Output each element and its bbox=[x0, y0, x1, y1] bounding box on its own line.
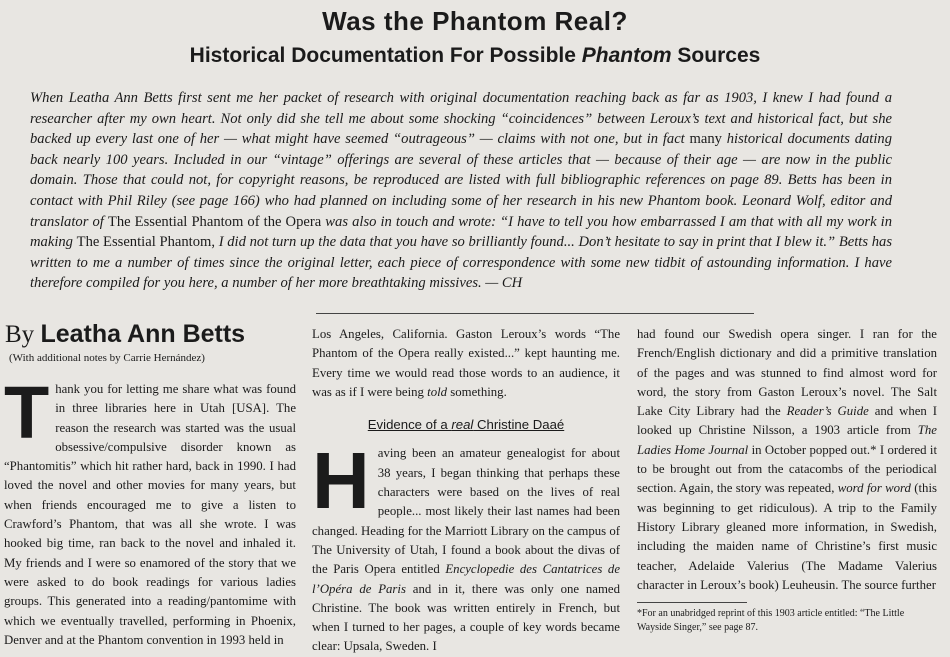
column-3-text-c: in October popped out.* I ordered it to be brought out from the catacombs of the periodical section. Again, the story was repeated, bbox=[637, 442, 938, 496]
column-2-lead-em: told bbox=[427, 384, 448, 399]
column-2-lead-b: something. bbox=[447, 384, 507, 399]
intro-part-2: historical documents dating back nearly 100 years. Included in our “vintage” offerings are several of these articles that — because of their age — are now in the public domain. Those that could not, for copyright reasons, be reproduced are listed with full bibliographic references on page 89. Betts has been in contact with Phil Riley (see page 166) who had planned on including some of her research in his new Phantom book. Leonard Wolf, editor and translator of bbox=[30, 131, 892, 230]
column-1-text: hank you for letting me share what was found in three libraries here in Utah [USA]. The reason the research was started was the usual obsessive/compulsive disorder known as “Phantomitis” which hit rather hard, back in 1990. I had loved the novel and other movies for many years, but when friends encouraged me to give a listen to Crawford’s Phantom, that was all she wrote. I was hooked big time, ran back to the novel and inhaled it. My friends and I were so enamored of the story that we were asked to do book readings for various ladies groups. This generated into a reading/pantomime with which we eventually travelled, performing in Phoenix, Denver and at the Phantom convention in 1993 held in bbox=[4, 382, 296, 647]
column-3-text-a: had found our Swedish opera singer. I ran for the French/English dictionary and did a primitive translation of the pages and was stunned to find almost word for word, the story from Gaston Leroux’s novel. The Salt Lake City Library had the bbox=[637, 327, 937, 419]
intro-part-4: I did not turn up the data that you have so brilliantly found... Don’t hesitate to say in print that I blew it.” Betts has written to me a number of times since the original letter, each piece of correspondence with some new tidbit of astounding information. I have therefore compiled for you here, a number of her more breathtaking missives. — CH bbox=[30, 234, 892, 292]
article-column-1 bbox=[4, 371, 296, 650]
author-byline bbox=[5, 320, 245, 349]
column-2-text-a: aving been an amateur genealogist for about 38 years, I began thinking that perhaps these characters were based on the lives of real people... most likely their last names had been changed. Heading for the Marriott Library on the campus of The University of Utah, I found a book about the divas of the Paris Opera entitled bbox=[312, 446, 620, 577]
intro-roman-word: many bbox=[689, 131, 722, 148]
column-3-em-2: The Ladies Home Journal bbox=[637, 423, 937, 457]
drop-cap-t: T bbox=[4, 371, 50, 454]
section-heading-pre: Evidence of a bbox=[367, 417, 452, 433]
column-3-em-1: Reader’s Guide bbox=[786, 404, 869, 419]
byline-by: By bbox=[5, 321, 41, 348]
subtitle-text-start: Historical Documentation For Possible bbox=[189, 44, 582, 67]
intro-part-1: When Leatha Ann Betts first sent me her packet of research with original documentation reaching back as far as 1903, I knew I had found a researcher after my own heart. Not only did she tell me about some shocking “coincidences” between Leroux’s text and historical fact, but she backed up every last one of her — what might have seemed “outrageous” — claims with not one, but in fact bbox=[30, 90, 892, 148]
section-heading-em: real bbox=[451, 417, 474, 433]
article-title: Was the Phantom Real? bbox=[322, 6, 628, 36]
subtitle-text-end: Sources bbox=[671, 44, 761, 67]
column-2-lead-a: Los Angeles, California. Gaston Leroux’s words “The Phantom of the Opera really existed...” kept haunting me. Every time we would read those words to an audience, it was as if I were being bbox=[312, 327, 620, 399]
intro-book-title-2: The Essential Phantom, bbox=[76, 234, 215, 251]
column-2-paragraph bbox=[312, 436, 620, 656]
intro-book-title-1: The Essential Phantom of the Opera bbox=[107, 213, 322, 230]
column-3-em-3: word for word bbox=[837, 481, 911, 496]
section-heading-post: Christine Daaé bbox=[473, 417, 565, 433]
footnote-divider bbox=[637, 602, 747, 603]
section-heading bbox=[312, 415, 620, 434]
byline-note: (With additional notes by Carrie Hernández) bbox=[9, 352, 205, 364]
column-3-text-b: and when I looked up Christine Nilsson, a 1903 article from bbox=[637, 404, 937, 438]
subtitle-phantom: Phantom bbox=[581, 44, 672, 67]
column-2-text-b: and in it, there was only one named Christine. The book was written entirely in French, but when I turned to her pages, a couple of key words became clear: Upsala, Sweden. I bbox=[312, 581, 620, 654]
column-2-book-title: Encyclopedie des Cantatrices de l’Opéra de Paris bbox=[312, 562, 620, 596]
editor-introduction bbox=[30, 88, 892, 294]
intro-part-3: was also in touch and wrote: “I have to tell you how embarrassed I am that with all my work in making bbox=[30, 213, 892, 251]
article-column-2 bbox=[312, 325, 620, 657]
column-1-paragraph bbox=[4, 371, 296, 650]
drop-cap-h: H bbox=[312, 436, 370, 526]
column-3-paragraph bbox=[637, 325, 937, 595]
footnote: *For an unabridged reprint of this 1903 article entitled: “The Little Wayside Singer,” see page 87. bbox=[637, 608, 905, 633]
article-subtitle bbox=[0, 44, 950, 68]
column-3-text-d: (this was beginning to get ridiculous). A trip to the Family History Library gleaned more information, in Swedish, including the maiden name of Christine’s first music teacher, Adelaide Valerius (The Madame Valerius character in Leroux’s book) Leuheusin. The source further bbox=[637, 481, 937, 592]
column-2-lead-paragraph bbox=[312, 325, 620, 402]
author-name: Leatha Ann Betts bbox=[40, 320, 246, 348]
intro-divider bbox=[316, 313, 754, 314]
article-column-3 bbox=[637, 325, 937, 634]
